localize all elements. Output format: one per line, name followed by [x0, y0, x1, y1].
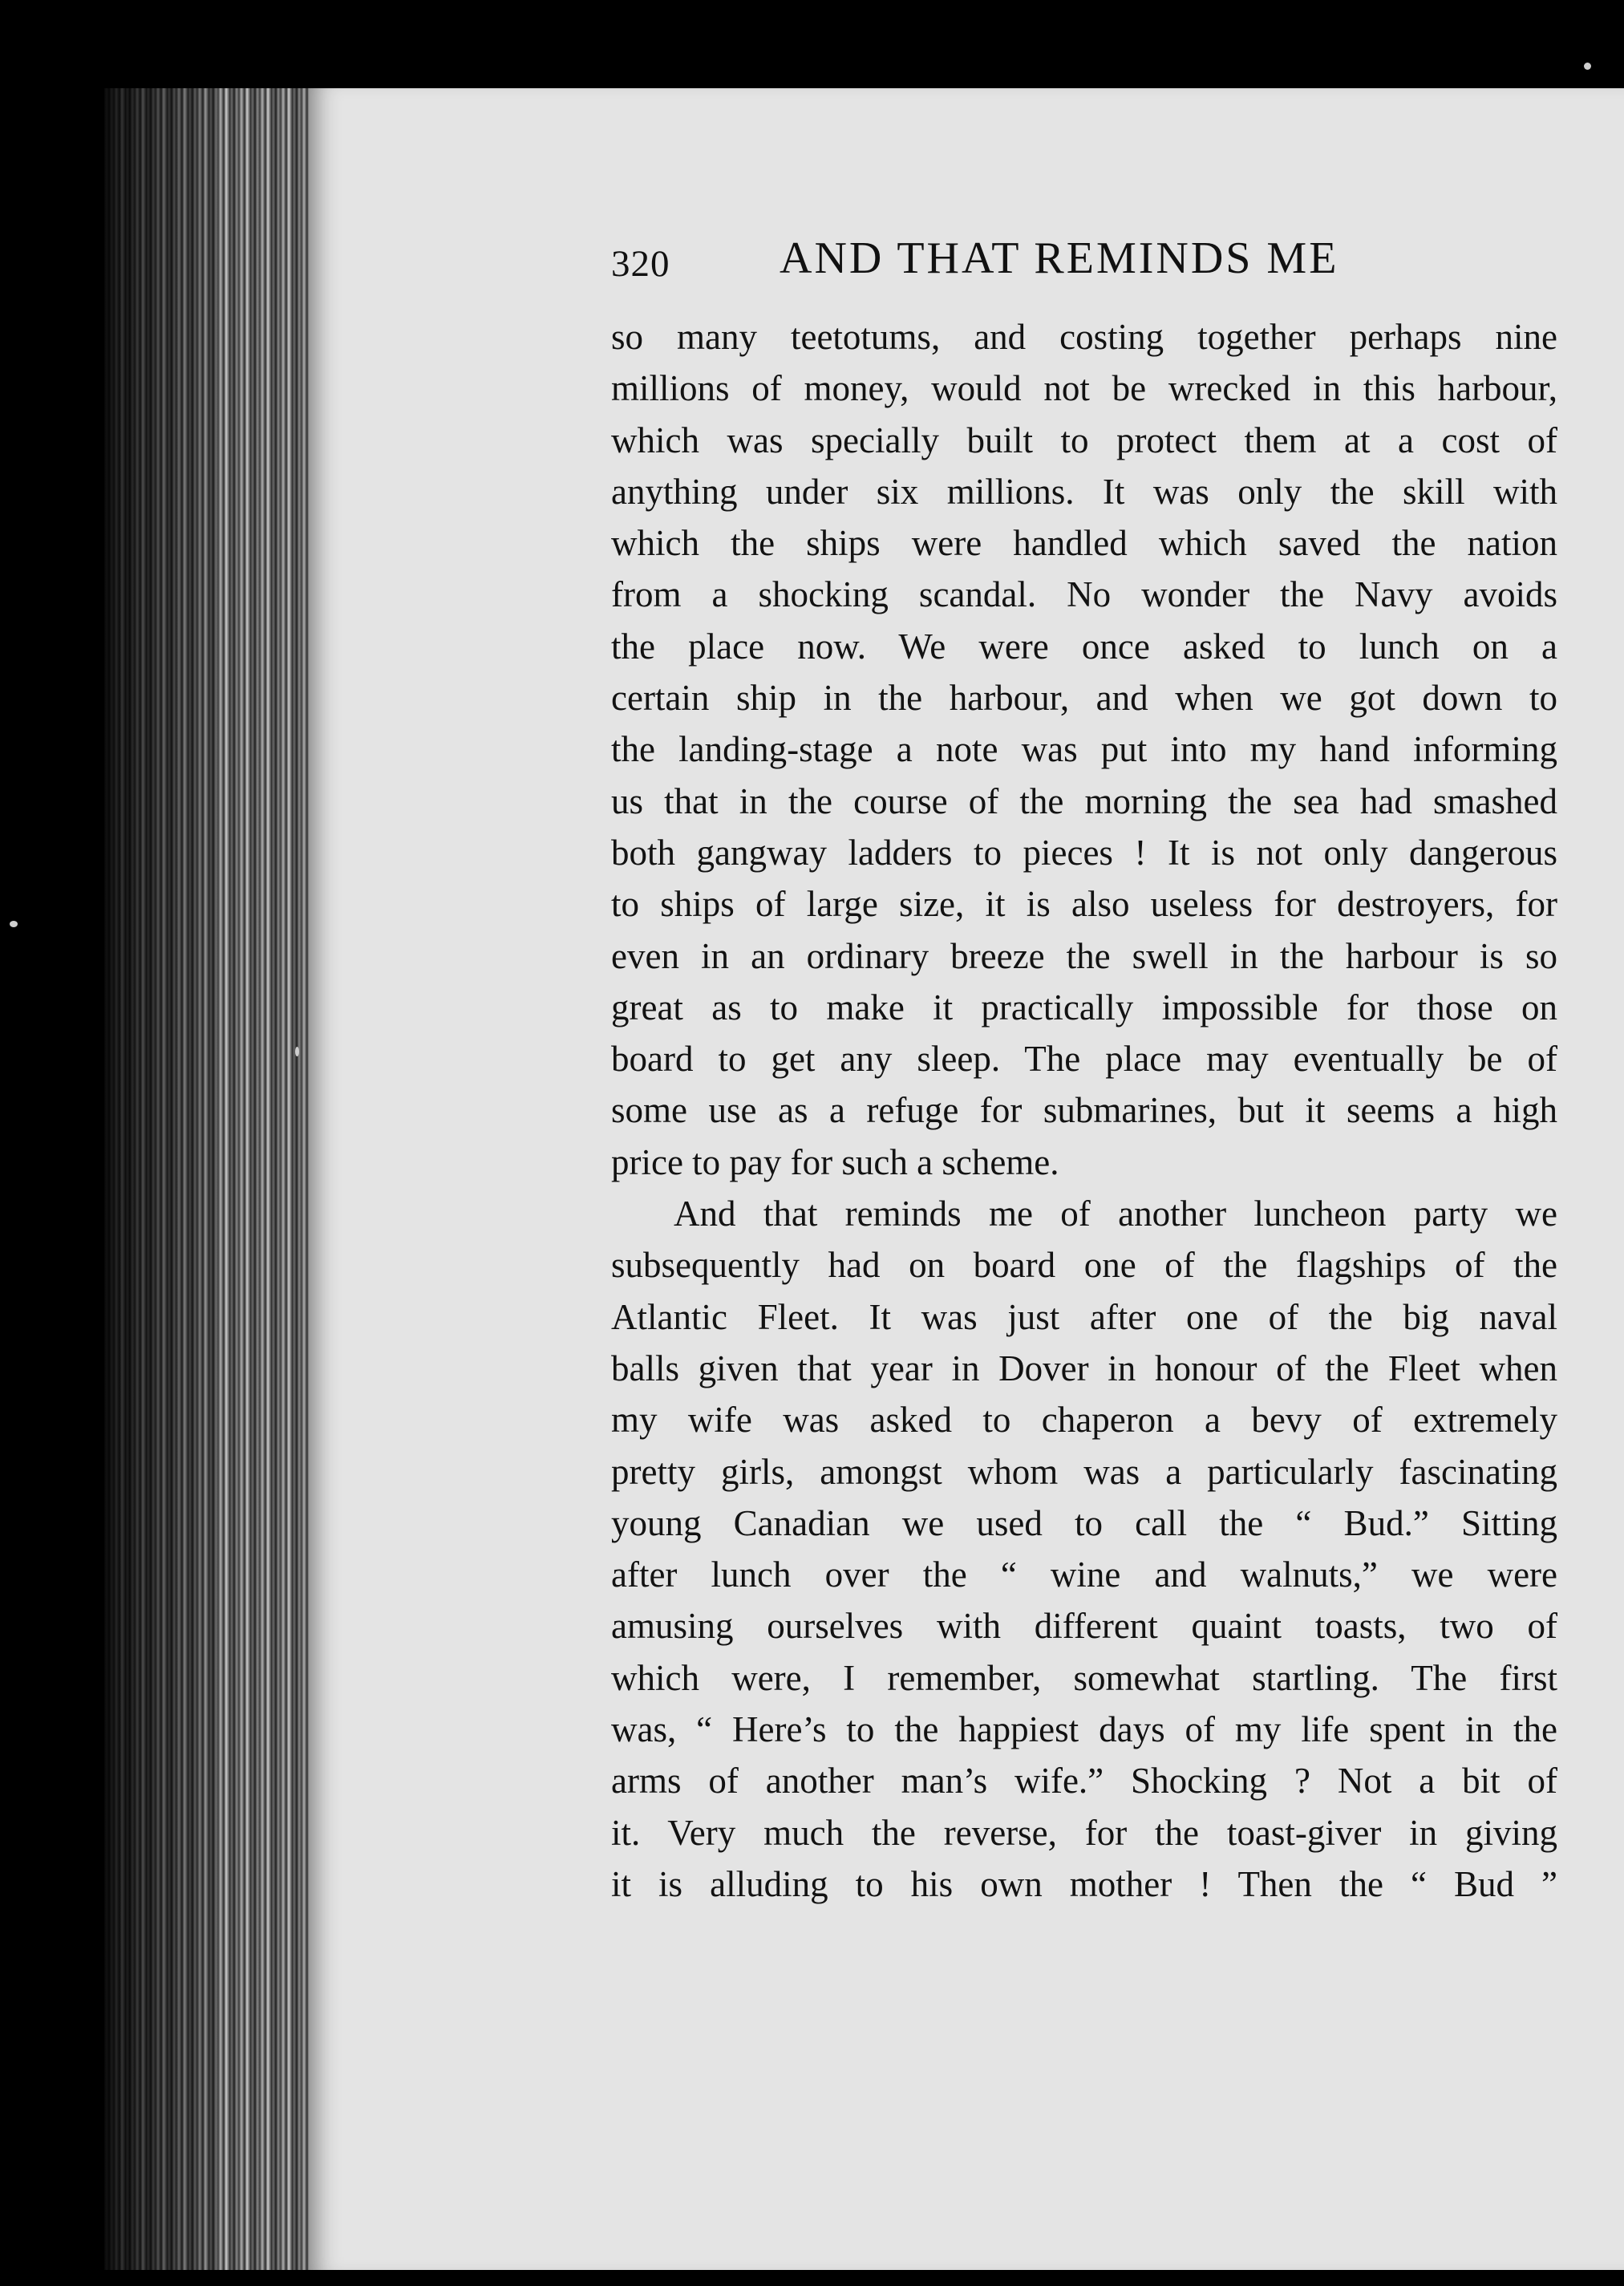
- running-title: AND THAT REMINDS ME: [780, 233, 1339, 283]
- page-number: 320: [611, 243, 670, 285]
- running-head: [611, 233, 1557, 297]
- text-line: so many teetotums, and costing together perhaps nine: [611, 317, 1557, 357]
- text-line: arms of another man’s wife.” Shocking ? Not a bit of: [611, 1761, 1557, 1802]
- text-line: from a shocking scandal. No wonder the Navy avoids: [611, 574, 1557, 615]
- text-line: balls given that year in Dover in honour of the Fleet when: [611, 1348, 1557, 1388]
- text-line: subsequently had on board one of the flagships of the: [611, 1245, 1557, 1286]
- text-line: pretty girls, amongst whom was a particularly fascinating: [611, 1451, 1557, 1492]
- text-line: which were, I remember, somewhat startling. The first: [611, 1657, 1557, 1698]
- text-line: the place now. We were once asked to lunch on a: [611, 626, 1557, 667]
- text-line: even in an ordinary breeze the swell in the harbour is so: [611, 935, 1557, 976]
- text-line: young Canadian we used to call the “ Bud.” Sitting: [611, 1502, 1557, 1543]
- text-line: it. Very much the reverse, for the toast-giver in giving: [611, 1812, 1557, 1853]
- paragraph-last-line: price to pay for such a scheme.: [611, 1141, 1059, 1182]
- text-line: amusing ourselves with different quaint toasts, two of: [611, 1606, 1557, 1647]
- text-line: was, “ Here’s to the happiest days of my life spent in the: [611, 1709, 1557, 1750]
- body-text: [611, 311, 1557, 1910]
- text-line: certain ship in the harbour, and when we got down to: [611, 678, 1557, 719]
- paragraph-first-line: And that reminds me of another luncheon party we: [674, 1194, 1557, 1234]
- text-line: after lunch over the “ wine and walnuts,” we were: [611, 1554, 1557, 1595]
- book-edge-shadow: [104, 88, 217, 2270]
- text-line: anything under six millions. It was only the skill with: [611, 471, 1557, 512]
- text-line: Atlantic Fleet. It was just after one of the big naval: [611, 1296, 1557, 1337]
- scan-speck: [10, 921, 18, 927]
- text-line: us that in the course of the morning the sea had smashed: [611, 780, 1557, 821]
- scan-speck: [295, 1047, 299, 1056]
- text-line: to ships of large size, it is also useless for destroyers, for: [611, 884, 1557, 925]
- text-line: board to get any sleep. The place may eventually be of: [611, 1039, 1557, 1080]
- text-line: great as to make it practically impossible for those on: [611, 987, 1557, 1027]
- text-line: the landing-stage a note was put into my hand informing: [611, 729, 1557, 770]
- text-line: both gangway ladders to pieces ! It is not only dangerous: [611, 832, 1557, 873]
- text-line: some use as a refuge for submarines, but it seems a high: [611, 1090, 1557, 1131]
- text-line: which was specially built to protect them at a cost of: [611, 420, 1557, 460]
- text-line: millions of money, would not be wrecked in this harbour,: [611, 368, 1557, 409]
- text-line: my wife was asked to chaperon a bevy of extremely: [611, 1400, 1557, 1441]
- text-line: it is alluding to his own mother ! Then the “ Bud ”: [611, 1863, 1557, 1904]
- scan-speck: [1584, 63, 1591, 70]
- text-line: which the ships were handled which saved the nation: [611, 523, 1557, 564]
